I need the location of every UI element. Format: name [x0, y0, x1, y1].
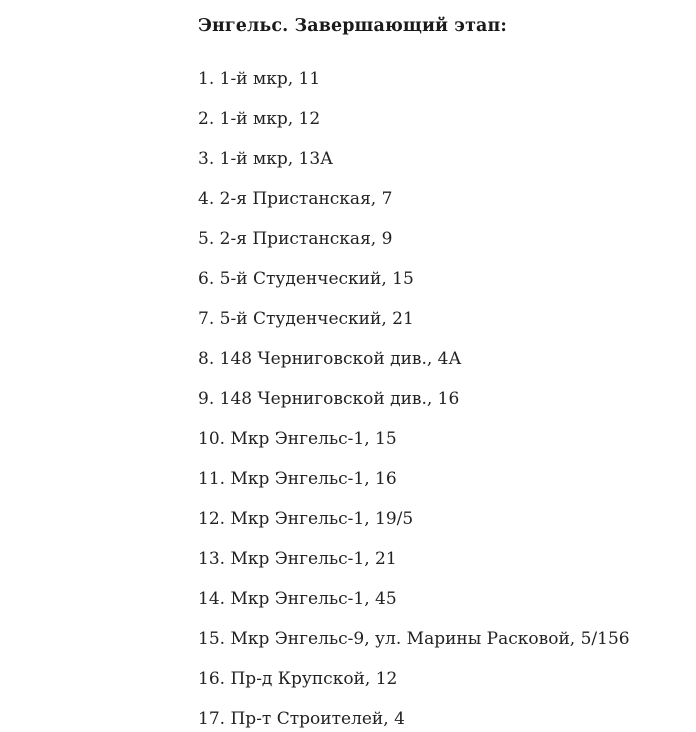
list-item [198, 219, 684, 259]
list-item-text: Мкр Энгельс-1, 21 [230, 549, 397, 569]
list-item [198, 659, 684, 699]
list-item-number: 14. [198, 589, 226, 609]
list-item [198, 259, 684, 299]
list-item [198, 579, 684, 619]
address-list [198, 59, 684, 732]
list-item-text: 2-я Пристанская, 7 [219, 189, 393, 209]
list-item-text: Мкр Энгельс-1, 45 [230, 589, 397, 609]
list-item-text: 148 Черниговской див., 16 [219, 389, 460, 409]
list-item-text: Мкр Энгельс-1, 16 [230, 469, 397, 489]
list-item-text: 2-я Пристанская, 9 [219, 229, 393, 249]
list-item-text: 5-й Студенческий, 21 [219, 309, 414, 329]
list-item [198, 139, 684, 179]
list-item [198, 619, 684, 659]
page-title: Энгельс. Завершающий этап: [198, 16, 507, 36]
list-item-number: 9. [198, 389, 215, 409]
list-item-number: 4. [198, 189, 215, 209]
list-item-text: Мкр Энгельс-1, 19/5 [230, 509, 414, 529]
list-item-number: 11. [198, 469, 226, 489]
list-item-number: 17. [198, 709, 226, 729]
list-item-text: Пр-д Крупской, 12 [230, 669, 398, 689]
list-item-number: 1. [198, 69, 215, 89]
list-item-number: 10. [198, 429, 226, 449]
list-item [198, 339, 684, 379]
list-item-text: 1-й мкр, 12 [219, 109, 321, 129]
list-item [198, 379, 684, 419]
list-item [198, 459, 684, 499]
list-item-text: 1-й мкр, 11 [219, 69, 321, 89]
list-item-text: Мкр Энгельс-1, 15 [230, 429, 397, 449]
list-item-number: 13. [198, 549, 226, 569]
list-item [198, 299, 684, 339]
list-item-text: 1-й мкр, 13А [219, 149, 334, 169]
list-item-number: 7. [198, 309, 215, 329]
list-item [198, 419, 684, 459]
list-item-number: 8. [198, 349, 215, 369]
list-item-number: 2. [198, 109, 215, 129]
list-item-number: 3. [198, 149, 215, 169]
list-item-number: 15. [198, 629, 226, 649]
list-item [198, 499, 684, 539]
list-item [198, 99, 684, 139]
list-item [198, 539, 684, 579]
list-item [198, 699, 684, 732]
list-item-number: 12. [198, 509, 226, 529]
list-item-text: Пр-т Строителей, 4 [230, 709, 405, 729]
list-item-text: 5-й Студенческий, 15 [219, 269, 414, 289]
list-item-text: 148 Черниговской див., 4А [219, 349, 462, 369]
list-item-number: 6. [198, 269, 215, 289]
list-item-text: Мкр Энгельс-9, ул. Марины Расковой, 5/156 [230, 629, 630, 649]
list-item [198, 179, 684, 219]
list-item-number: 5. [198, 229, 215, 249]
list-item-number: 16. [198, 669, 226, 689]
list-item [198, 59, 684, 99]
